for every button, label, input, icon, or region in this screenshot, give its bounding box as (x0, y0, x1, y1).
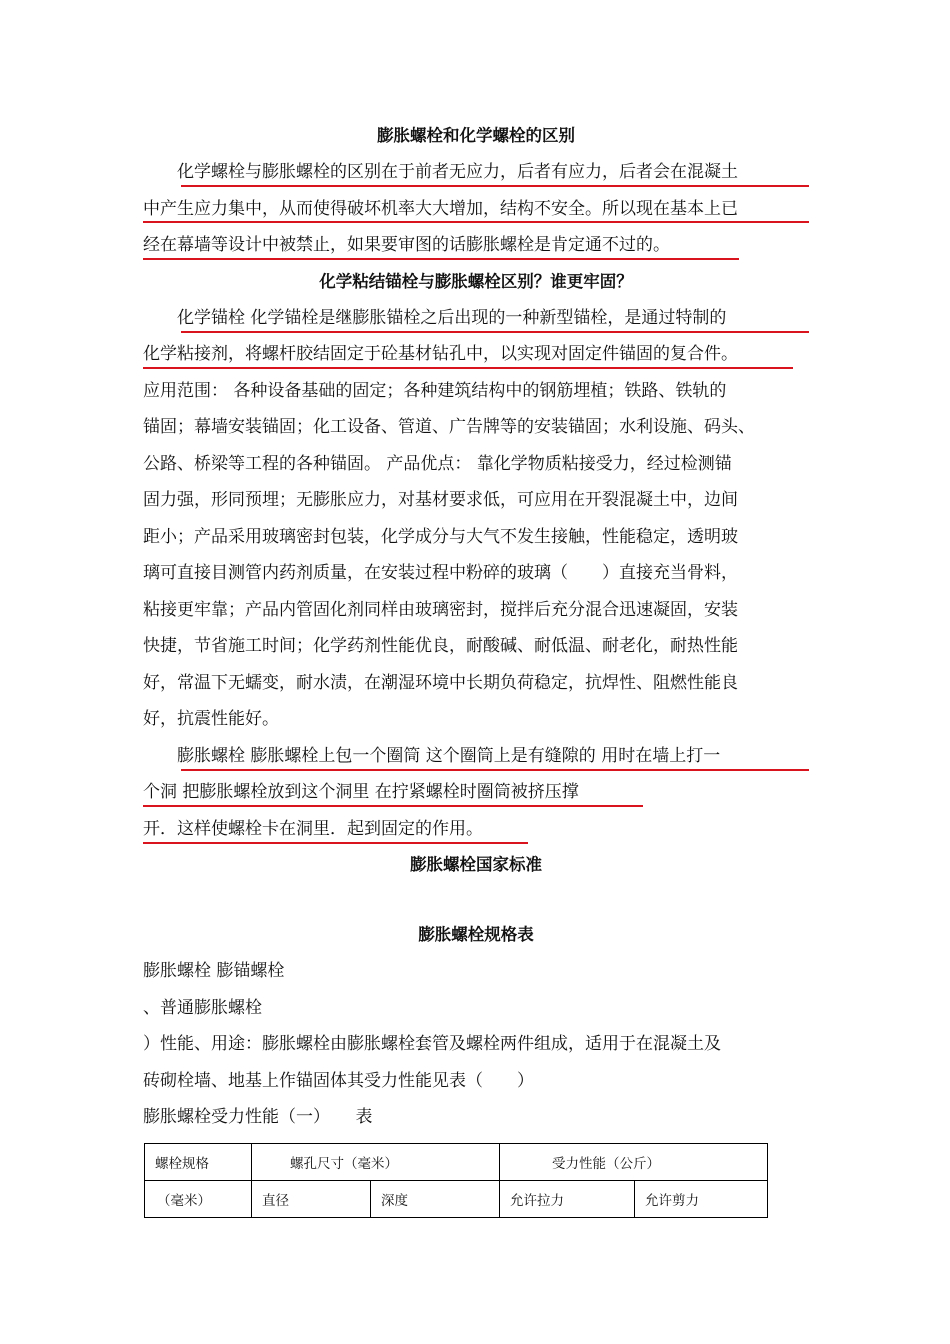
text-line: 化学粘接剂，将螺杆胶结固定于砼基材钻孔中，以实现对固定件锚固的复合件。 (143, 344, 738, 364)
red-underline (143, 842, 528, 844)
table-cell: 允许剪力 (635, 1181, 768, 1218)
text-line: 个洞 把膨胀螺栓放到这个洞里 在拧紧螺栓时圈筒被挤压撑 (143, 782, 579, 802)
text-line: 固力强，形同预埋；无膨胀应力，对基材要求低，可应用在开裂混凝土中，边间 (143, 490, 738, 510)
red-underline (181, 185, 809, 187)
text-line: 距小；产品采用玻璃密封包装，化学成分与大气不发生接触，性能稳定，透明玻 (143, 526, 738, 547)
spec-table (144, 1143, 768, 1218)
text-line: 中产生应力集中，从而使得破坏机率大大增加，结构不安全。所以现在基本上已 (143, 198, 738, 219)
text-line: 快捷，节省施工时间；化学药剂性能优良，耐酸碱、耐低温、耐老化，耐热性能 (143, 636, 738, 656)
section-title: 膨胀螺栓和化学螺栓的区别 (377, 126, 575, 145)
red-underline (143, 805, 643, 807)
section-title: 膨胀螺栓规格表 (418, 925, 534, 944)
table-row (145, 1144, 768, 1181)
text-line: 好，抗震性能好。 (143, 709, 279, 729)
text-line: 化学螺栓与膨胀螺栓的区别在于前者无应力，后者有应力，后者会在混凝土 (177, 162, 738, 182)
text-line: 粘接更牢靠；产品内管固化剂同样由玻璃密封，搅拌后充分混合迅速凝固，安装 (143, 599, 738, 620)
table-cell: 深度 (371, 1181, 500, 1218)
red-underline (181, 769, 809, 771)
text-line: ）性能、用途：膨胀螺栓由膨胀螺栓套管及螺栓两件组成，适用于在混凝土及 (143, 1034, 721, 1054)
section-title: 膨胀螺栓国家标准 (410, 855, 542, 874)
table-cell: 螺孔尺寸（毫米） (252, 1144, 500, 1181)
text-line: 化学锚栓 化学锚栓是继膨胀锚栓之后出现的一种新型锚栓，是通过特制的 (177, 307, 727, 328)
text-line: 膨胀螺栓受力性能（一） 表 (143, 1107, 373, 1127)
text-line: 膨胀螺栓 膨胀螺栓上包一个圈筒 这个圈筒上是有缝隙的 用时在墙上打一 (177, 745, 721, 766)
text-line: 好，常温下无蠕变，耐水渍，在潮湿环境中长期负荷稳定，抗焊性、阻燃性能良 (143, 672, 738, 693)
document-body (143, 118, 809, 1136)
red-underline (143, 367, 793, 369)
text-line: 锚固；幕墙安装锚固；化工设备、管道、广告牌等的安装锚固；水利设施、码头、 (143, 417, 755, 437)
paragraph-chemical-anchor (143, 300, 809, 373)
text-line: 砖砌栓墙、地基上作锚固体其受力性能见表（ ） (143, 1070, 534, 1091)
table-row (145, 1181, 768, 1218)
paragraph-expansion-bolt (143, 738, 809, 848)
table-cell: 允许拉力 (500, 1181, 635, 1218)
text-line: 经在幕墙等设计中被禁止，如果要审图的话膨胀螺栓是肯定通不过的。 (143, 235, 670, 255)
table-cell: （毫米） (145, 1181, 252, 1218)
table-cell: 受力性能（公斤） (500, 1144, 768, 1181)
section-title: 化学粘结锚栓与膨胀螺栓区别？谁更牢固？ (319, 271, 633, 291)
text-line: 应用范围： 各种设备基础的固定；各种建筑结构中的钢筋埋植；铁路、铁轨的 (143, 380, 727, 401)
text-line: 璃可直接目测管内药剂质量，在安装过程中粉碎的玻璃（ ）直接充当骨料， (143, 563, 738, 583)
table-cell: 直径 (252, 1181, 371, 1218)
text-line: 、普通膨胀螺栓 (143, 997, 262, 1018)
text-line: 开．这样使螺栓卡在洞里．起到固定的作用。 (143, 818, 483, 839)
text-line: 膨胀螺栓 膨锚螺栓 (143, 961, 285, 981)
red-underline (143, 221, 809, 223)
text-line: 公路、桥梁等工程的各种锚固。 产品优点： 靠化学物质粘接受力，经过检测锚 (143, 453, 732, 474)
red-underline (181, 331, 809, 333)
red-underline (143, 258, 739, 260)
paragraph-chemical-vs-expansion (143, 154, 809, 264)
table-cell: 螺栓规格 (145, 1144, 252, 1181)
